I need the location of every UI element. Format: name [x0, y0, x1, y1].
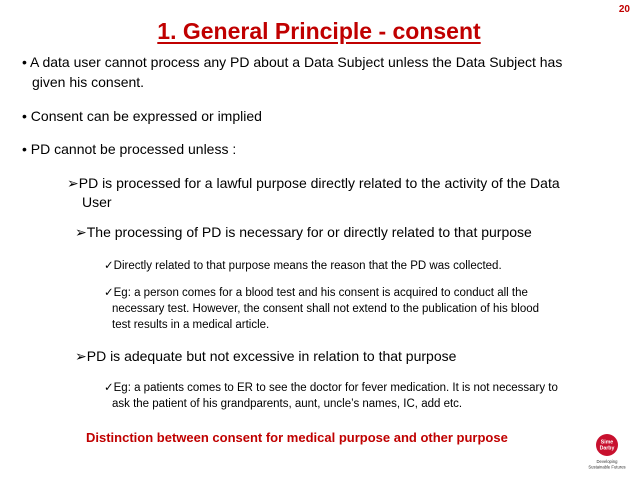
- svg-text:Sime: Sime: [600, 439, 614, 446]
- check-item-line: ✓Directly related to that purpose means the reason that the PD was collected.: [104, 260, 502, 272]
- logo-tagline-1: Developing: [596, 459, 618, 464]
- sub-bullet-line: ➢The processing of PD is necessary for or directly related to that purpose: [75, 224, 532, 240]
- check-item-line: ask the patient of his grandparents, aunt, uncle’s names, IC, add etc.: [112, 398, 463, 410]
- slide-title: [0, 18, 638, 45]
- bullet-line: • Consent can be expressed or implied: [22, 108, 262, 124]
- check-item-line: ✓Eg: a person comes for a blood test and his consent is acquired to conduct all the: [104, 287, 528, 299]
- bullet-line: • A data user cannot process any PD about a Data Subject unless the Data Subject has: [22, 54, 563, 70]
- logo-tagline-2: Sustainable Futures: [588, 464, 626, 470]
- bullet-line: given his consent.: [32, 74, 145, 90]
- sime-darby-logo: [588, 433, 626, 473]
- check-item-line: necessary test. However, the consent shall not extend to the publication of his blood: [112, 303, 540, 315]
- check-item-line: ✓Eg: a patients comes to ER to see the doctor for fever medication. It is not necessary to: [104, 382, 558, 394]
- sub-bullet-line: ➢PD is adequate but not excessive in relation to that purpose: [75, 348, 457, 364]
- bullet-line: • PD cannot be processed unless :: [22, 141, 237, 157]
- svg-text:Darby: Darby: [599, 445, 615, 452]
- page-number: 20: [618, 4, 630, 15]
- slide-title-text: 1. General Principle - consent: [157, 18, 481, 44]
- sub-bullet-line: ➢PD is processed for a lawful purpose directly related to the activity of the Data: [67, 175, 560, 191]
- footer-note: Distinction between consent for medical purpose and other purpose: [86, 430, 508, 445]
- sub-bullet-line: User: [82, 194, 112, 210]
- check-item-line: test results in a medical article.: [112, 319, 270, 331]
